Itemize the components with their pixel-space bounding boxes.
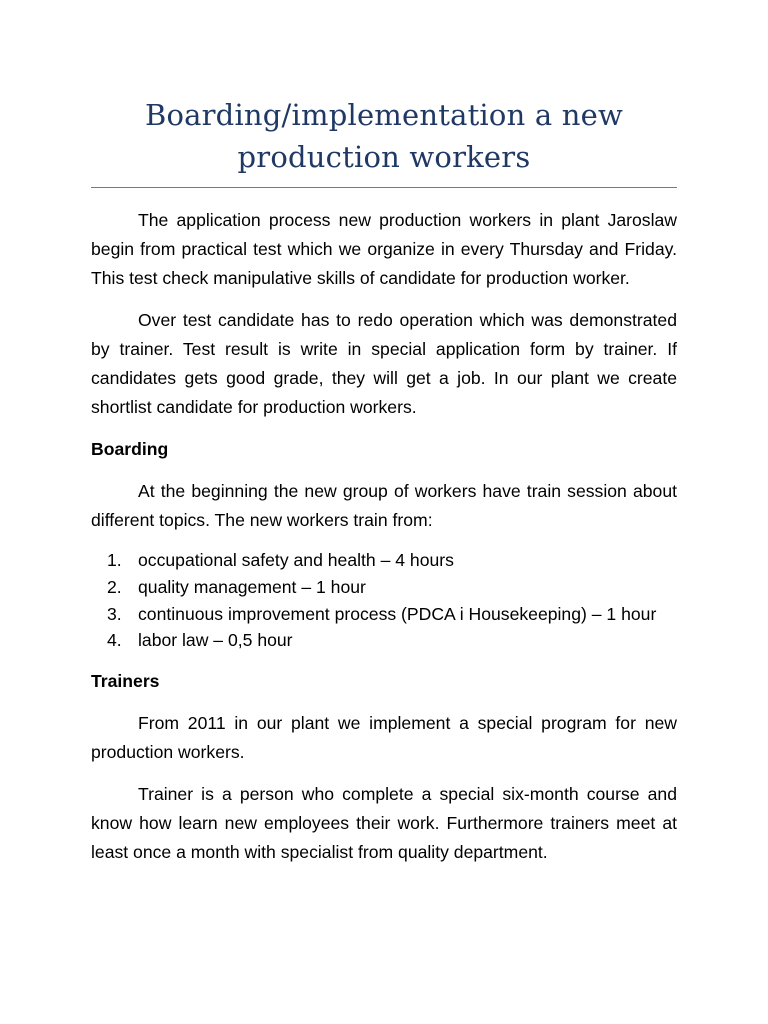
title-divider <box>91 187 677 188</box>
list-item <box>107 574 677 601</box>
document-page <box>91 0 677 1024</box>
document-title: Boarding/implementation a new production workers <box>144 98 624 174</box>
boarding-heading: Boarding <box>91 439 169 459</box>
boarding-intro-paragraph: At the beginning the new group of workers have train session about different topics. The new workers train from: <box>91 481 677 530</box>
test-paragraph: Over test candidate has to redo operation which was demonstrated by trainer. Test result is write in special application form by trainer. If candidates gets good grade, they will get a job. In our plant we create shortlist candidate for production workers. <box>91 310 677 417</box>
list-item-text: labor law – 0,5 hour <box>138 630 293 650</box>
list-item-number: 1. <box>107 550 122 570</box>
list-item-text: continuous improvement process (PDCA i Housekeeping) – 1 hour <box>138 604 657 624</box>
training-topics-list <box>91 547 677 654</box>
intro-paragraph: The application process new production workers in plant Jaroslaw begin from practical test which we organize in every Thursday and Friday. This test check manipulative skills of candidate for production worker. <box>91 210 677 288</box>
trainers-program-paragraph: From 2011 in our plant we implement a special program for new production workers. <box>91 713 677 762</box>
list-item-text: quality management – 1 hour <box>138 577 366 597</box>
list-item <box>107 547 677 574</box>
trainers-description-paragraph: Trainer is a person who complete a special six-month course and know how learn new employees their work. Furthermore trainers meet at least once a month with specialist from quality department. <box>91 784 677 862</box>
list-item-number: 3. <box>107 604 122 624</box>
list-item-text: occupational safety and health – 4 hours <box>138 550 454 570</box>
list-item-number: 2. <box>107 577 122 597</box>
list-item <box>107 627 677 654</box>
list-item <box>107 601 677 627</box>
list-item-number: 4. <box>107 630 122 650</box>
trainers-heading: Trainers <box>91 671 160 691</box>
